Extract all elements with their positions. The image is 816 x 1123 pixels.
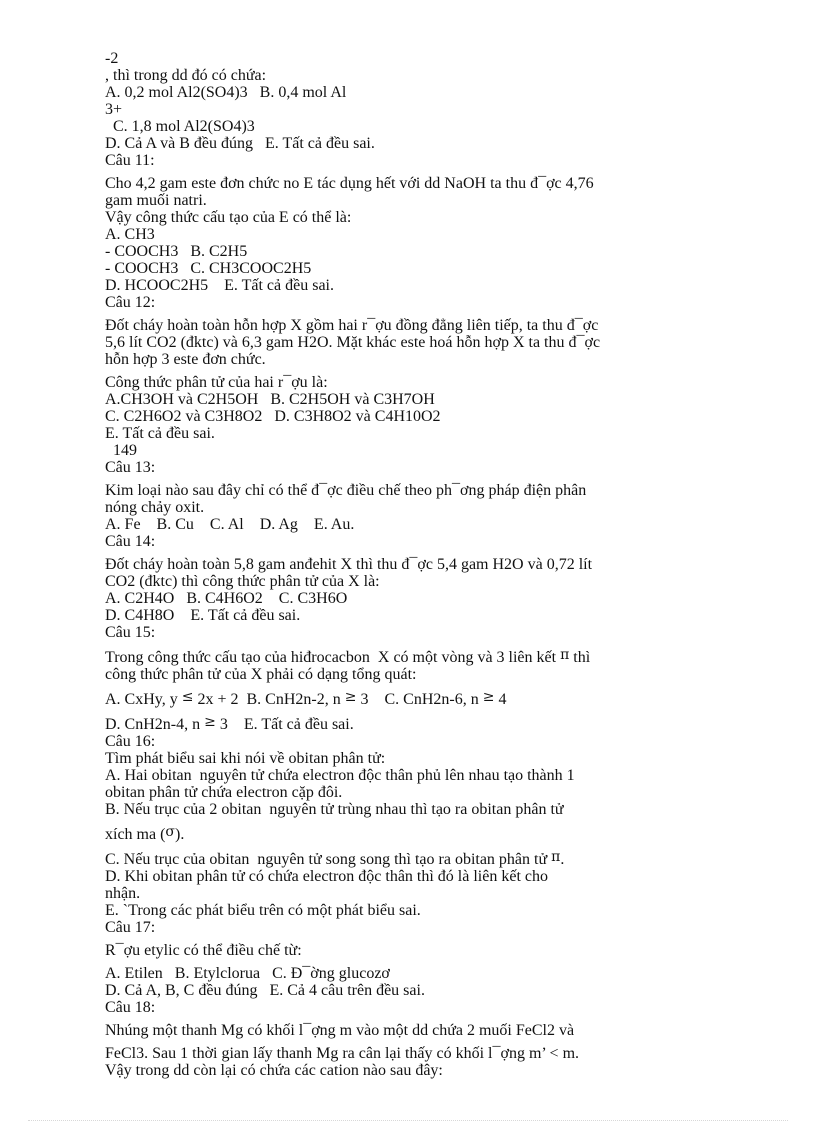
text-line: 3+ [105, 101, 123, 118]
text-run: 2x + 2 B. CnH2n-2, n [193, 691, 345, 708]
answer-options [105, 689, 715, 708]
question-heading: Câu 13: [105, 459, 156, 476]
page-number: 149 [113, 442, 137, 459]
text-run: . [560, 851, 565, 868]
answer-options: A. C2H4O B. C4H6O2 C. C3H6O [105, 590, 348, 607]
question-text: Vậy trong dd còn lại có chứa các cation nào sau đây: [105, 1062, 443, 1079]
text-run: thì [569, 649, 591, 666]
question-heading: Câu 16: [105, 733, 156, 750]
question-text: CO2 (đktc) thì công thức phân tử của X là: [105, 573, 380, 590]
sigma-symbol: σ [165, 824, 175, 840]
page-bottom-divider [28, 1120, 788, 1121]
answer-options: obitan phân tử chứa electron cặp đôi. [105, 784, 343, 801]
answer-options: E. Tất cả đều sai. [105, 425, 215, 442]
question-text: Tìm phát biểu sai khi nói về obitan phân tử: [105, 750, 386, 767]
question-text: Nhúng một thanh Mg có khối l¯ợng m vào một dd chứa 2 muối FeCl2 và [105, 1022, 575, 1039]
answer-options: D. Khi obitan phân tử có chứa electron độc thân thì đó là liên kết cho [105, 868, 548, 885]
less-equal-symbol: ≤ [181, 689, 194, 705]
answer-options: D. C4H8O E. Tất cả đều sai. [105, 607, 301, 624]
text-run: ). [174, 826, 185, 843]
question-heading: Câu 15: [105, 624, 156, 641]
text-run: C. Nếu trục của obitan nguyên tử song song thì tạo ra obitan phân tử [105, 851, 552, 868]
answer-options: A. Fe B. Cu C. Al D. Ag E. Au. [105, 516, 355, 533]
answer-options: A. Etilen B. Etylclorua C. Đ¯ờng glucozơ [105, 965, 390, 982]
text-line: -2 [105, 50, 119, 67]
text-run: xích ma ( [105, 826, 166, 843]
pi-symbol: π [551, 849, 561, 865]
answer-options: A.CH3OH và C2H5OH B. C2H5OH và C3H7OH [105, 391, 435, 408]
text-run: D. CnH2n-4, n [105, 716, 205, 733]
answer-options: C. C2H6O2 và C3H8O2 D. C3H8O2 và C4H10O2 [105, 408, 441, 425]
question-text: nóng chảy oxit. [105, 499, 205, 516]
question-text [105, 647, 715, 666]
greater-equal-symbol: ≥ [344, 689, 357, 705]
text-run: 4 [494, 691, 507, 708]
question-text: Công thức phân tử của hai r¯ợu là: [105, 374, 328, 391]
question-heading: Câu 18: [105, 999, 156, 1016]
answer-options: D. Cả A, B, C đều đúng E. Cả 4 câu trên đều sai. [105, 982, 425, 999]
answer-options: A. Hai obitan nguyên tử chứa electron độc thân phủ lên nhau tạo thành 1 [105, 767, 575, 784]
answer-options: D. Cả A và B đều đúng E. Tất cả đều sai. [105, 135, 375, 152]
answer-options: E. `Trong các phát biểu trên có một phát biểu sai. [105, 902, 421, 919]
question-text: Đốt cháy hoàn toàn 5,8 gam anđehit X thì thu đ¯ợc 5,4 gam H2O và 0,72 lít [105, 556, 593, 573]
question-text: R¯ợu etylic có thể điều chế từ: [105, 942, 302, 959]
question-text: Đốt cháy hoàn toàn hỗn hợp X gồm hai r¯ợu đồng đẳng liên tiếp, ta thu đ¯ợc [105, 317, 599, 334]
answer-options: A. CH3 [105, 226, 155, 243]
question-text: 5,6 lít CO2 (đktc) và 6,3 gam H2O. Mặt khác este hoá hỗn hợp X ta thu đ¯ợc [105, 334, 601, 351]
answer-options: - COOCH3 B. C2H5 [105, 243, 248, 260]
text-line: , thì trong dd đó có chứa: [105, 67, 267, 84]
question-text: công thức phân tử của X phải có dạng tổng quát: [105, 666, 417, 683]
answer-options: B. Nếu trục của 2 obitan nguyên tử trùng nhau thì tạo ra obitan phân tử [105, 801, 564, 818]
question-heading: Câu 14: [105, 533, 156, 550]
question-text: Kim loại nào sau đây chỉ có thể đ¯ợc điều chế theo ph¯ơng pháp điện phân [105, 482, 587, 499]
pi-symbol: π [560, 647, 570, 663]
question-text: Cho 4,2 gam este đơn chức no E tác dụng hết với dd NaOH ta thu đ¯ợc 4,76 [105, 175, 594, 192]
answer-options: nhận. [105, 885, 141, 902]
text-run: Trong công thức cấu tạo của hiđrocacbon X có một vòng và 3 liên kết [105, 649, 561, 666]
text-run: 3 C. CnH2n-6, n [356, 691, 483, 708]
question-heading: Câu 11: [105, 152, 155, 169]
answer-options [105, 714, 715, 733]
document-page [105, 50, 715, 1079]
text-run: 3 E. Tất cả đều sai. [215, 716, 354, 733]
answer-options: C. 1,8 mol Al2(SO4)3 [113, 118, 255, 135]
answer-options: D. HCOOC2H5 E. Tất cả đều sai. [105, 277, 334, 294]
answer-options [105, 849, 715, 868]
question-text: FeCl3. Sau 1 thời gian lấy thanh Mg ra cân lại thấy có khối l¯ợng m’ < m. [105, 1045, 580, 1062]
question-heading: Câu 17: [105, 919, 156, 936]
answer-options: A. 0,2 mol Al2(SO4)3 B. 0,4 mol Al [105, 84, 347, 101]
question-heading: Câu 12: [105, 294, 156, 311]
answer-options [105, 824, 715, 843]
question-text: gam muối natri. [105, 192, 207, 209]
answer-options: - COOCH3 C. CH3COOC2H5 [105, 260, 312, 277]
greater-equal-symbol: ≥ [482, 689, 495, 705]
greater-equal-symbol: ≥ [204, 714, 216, 730]
question-text: Vậy công thức cấu tạo của E có thể là: [105, 209, 352, 226]
question-text: hỗn hợp 3 este đơn chức. [105, 351, 266, 368]
text-run: A. CxHy, y [105, 691, 182, 708]
